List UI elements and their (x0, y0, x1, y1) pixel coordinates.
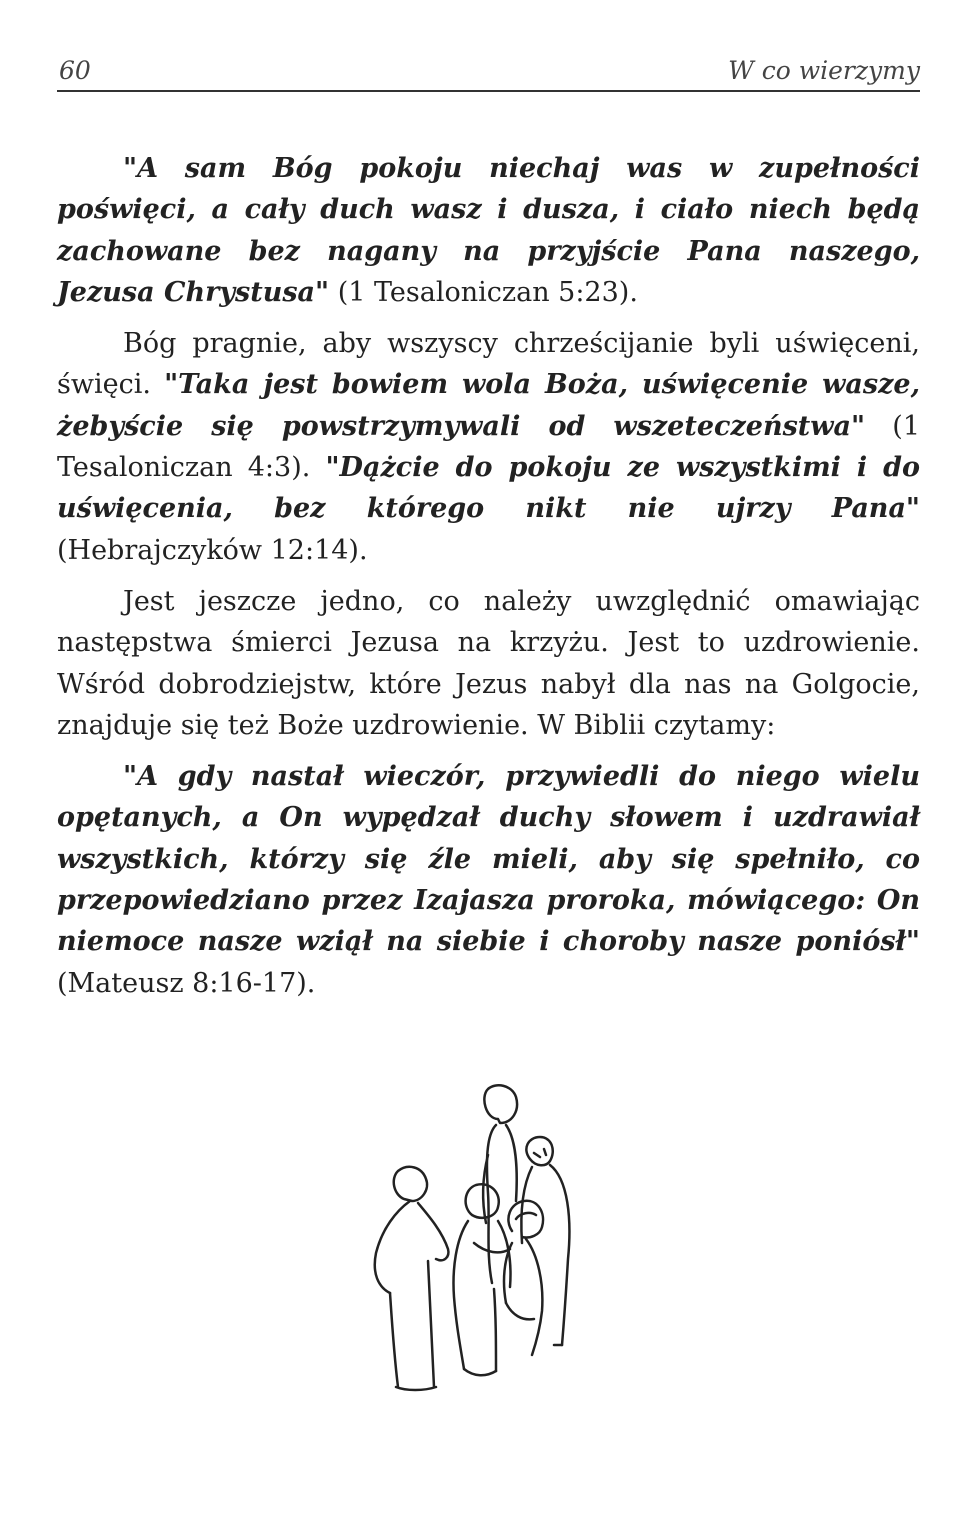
paragraph-4 (57, 756, 920, 1004)
citation: (Hebrajczyków 12:14). (57, 534, 368, 566)
running-title: W co wierzymy (728, 56, 920, 85)
bible-quote: "A gdy nastał wieczór, przywiedli do niego wielu opętanych, a On wypędzał duchy słowem i uzdrawiał wszystkich, którzy się źle mieli, aby się spełniło, co przepowiedziano przez Izajasza proroka, mówiącego: On niemoce nasze wziął na siebie i choroby nasze poniósł" (57, 761, 920, 958)
paragraph-1 (57, 148, 920, 313)
figure-left (375, 1167, 449, 1390)
bible-quote: "Taka jest bowiem wola Boża, uświęcenie wasze, żebyście się powstrzymywali od wszeteczeństwa" (57, 369, 920, 442)
citation: (1 Tesaloniczan 4:3). (57, 410, 920, 484)
body-sentence: Bóg pragnie, aby wszyscy chrześcijanie byli uświęceni, święci. (57, 328, 920, 401)
paragraph-3 (57, 581, 920, 746)
citation: (Mateusz 8:16-17). (57, 967, 316, 999)
people-line-drawing (336, 1083, 636, 1413)
paragraph-2 (57, 323, 920, 571)
figure-center (454, 1184, 511, 1375)
body-sentence: Jest jeszcze jedno, co należy uwzględnić omawiając następstwa śmierci Jezusa na krzyżu. Jest to uzdrowienie. Wśród dobrodziejstw, które Jezus nabył dla nas na Golgocie, znajduje się też Boże uzdrowienie. W Biblii czytamy: (57, 585, 920, 741)
page-number: 60 (59, 56, 91, 85)
page-header (57, 48, 920, 92)
citation: (1 Tesaloniczan 5:23). (329, 276, 638, 308)
body-text (57, 148, 920, 1004)
bible-quote: "Dążcie do pokoju ze wszystkimi i do uświęcenia, bez którego nikt nie ujrzy Pana" (57, 452, 920, 525)
bible-quote: "A sam Bóg pokoju niechaj was w zupełności poświęci, a cały duch wasz i dusza, i ciało niech będą zachowane bez nagany na przyjście Pana naszego, Jezusa Chrystusa" (57, 153, 920, 308)
